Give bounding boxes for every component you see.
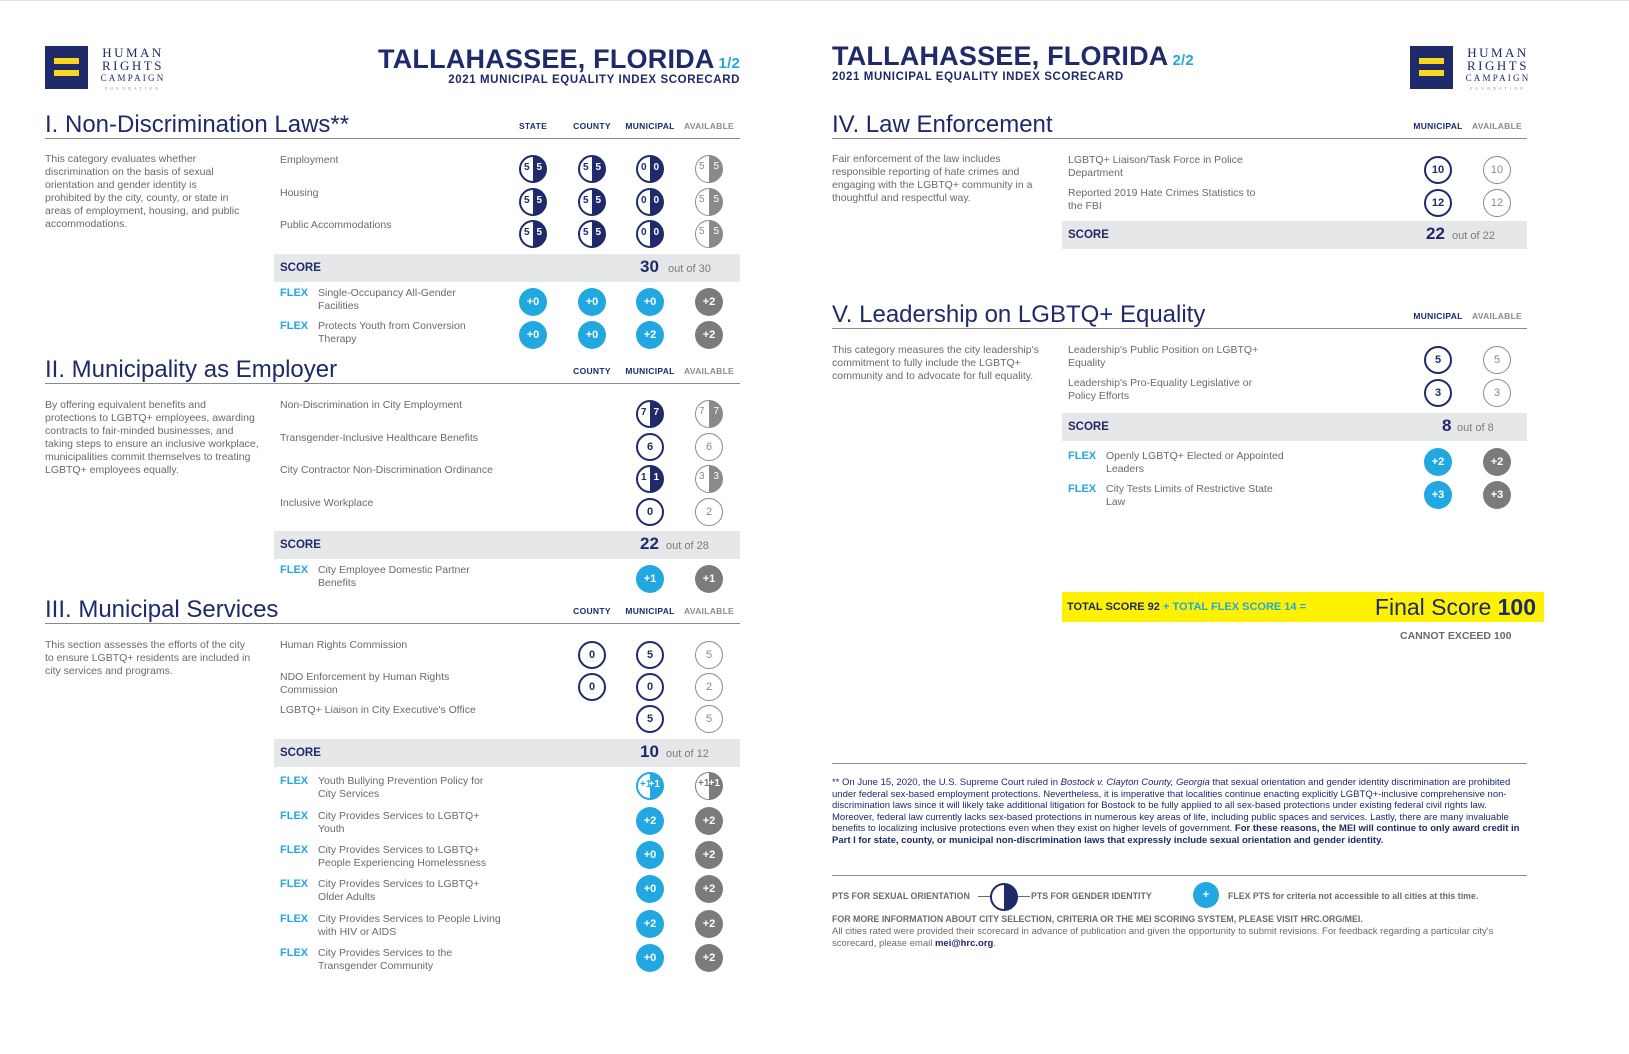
flex-score-available: +2: [695, 875, 723, 903]
flex-tag: FLEX: [280, 775, 309, 787]
section-title: I. Non-Discrimination Laws**: [45, 111, 350, 138]
score-available: 10: [1483, 156, 1511, 184]
flex-score-municipal: +1: [636, 565, 664, 593]
score-municipal: 0: [636, 498, 664, 526]
flex-legend-icon: +: [1193, 882, 1219, 908]
split-score-state: 5 5: [519, 220, 547, 248]
section-description: This category measures the city leadership's commitment to fully include the LGBTQ+ community and to advocate for full equality.: [832, 344, 1039, 382]
flex-tag: FLEX: [1068, 483, 1097, 495]
criterion-label: Inclusive Workplace: [280, 497, 374, 509]
col-municipal: MUNICIPAL: [625, 606, 675, 616]
flex-tag: FLEX: [280, 913, 309, 925]
criterion-label: LGBTQ+ Liaison in City Executive's Office: [280, 704, 476, 716]
logo-word-3: CAMPAIGN: [1465, 73, 1531, 83]
score-available: 5: [695, 705, 723, 733]
logo-word-2: RIGHTS: [1467, 58, 1529, 73]
score-available: 2: [695, 498, 723, 526]
section-rule: [45, 623, 740, 624]
logo-word-3: CAMPAIGN: [100, 73, 166, 83]
score-county: 0: [578, 641, 606, 669]
criterion-label: Human Rights Commission: [280, 639, 408, 651]
score-county: 0: [578, 673, 606, 701]
final-score: Final Score 100: [1374, 594, 1536, 620]
score-municipal: 5: [1424, 346, 1452, 374]
score-municipal: 10: [1424, 156, 1452, 184]
scorecard-page-1: [0, 0, 810, 1054]
flex-criterion-label: Single-Occupancy All-Gender Facilities: [318, 287, 456, 312]
criterion-label: Leadership's Public Position on LGBTQ+ Equality: [1068, 344, 1259, 369]
section-title: V. Leadership on LGBTQ+ Equality: [832, 301, 1206, 328]
score-available: 12: [1483, 189, 1511, 217]
col-available: AVAILABLE: [683, 366, 735, 376]
section-rule: [45, 138, 740, 139]
feedback-note: All cities rated were provided their scorecard in advance of publication and given the opportunity to submit revisions. For feedback regarding a particular city's scorecard, please email mei@hrc.org.: [832, 926, 1494, 949]
col-county: COUNTY: [573, 606, 611, 616]
flex-score-state: +0: [519, 288, 547, 316]
section-score-max: out of 28: [666, 540, 709, 552]
score-cap-note: CANNOT EXCEED 100: [1400, 630, 1512, 642]
page-title: TALLAHASSEE, FLORIDA 2/2: [832, 41, 1194, 71]
flex-score-available: +2: [695, 321, 723, 349]
flex-score-available: +2: [695, 807, 723, 835]
flex-tag: FLEX: [280, 810, 309, 822]
total-score-formula: TOTAL SCORE 92 + TOTAL FLEX SCORE 14 =: [1067, 601, 1307, 613]
flex-score-municipal: +0: [636, 841, 664, 869]
criterion-label: City Contractor Non-Discrimination Ordinance: [280, 464, 493, 476]
section-title: III. Municipal Services: [45, 596, 279, 623]
score-available: 6: [695, 433, 723, 461]
split-score-available: 5 5: [695, 155, 723, 183]
flex-criterion-label: Protects Youth from Conversion Therapy: [318, 320, 466, 345]
score-available: 5: [695, 641, 723, 669]
split-score-municipal: 0 0: [636, 155, 664, 183]
criterion-label: Employment: [280, 154, 339, 166]
legend-rule: [832, 875, 1527, 876]
flex-criterion-label: City Provides Services to People Living with HIV or AIDS: [318, 913, 501, 938]
section-score: 30: [640, 257, 659, 276]
flex-tag: FLEX: [280, 947, 309, 959]
section-description: Fair enforcement of the law includes responsible reporting of hate crimes and engaging with the LGBTQ+ community in a thoughtful and respectful way.: [832, 153, 1033, 204]
flex-score-municipal: +0: [636, 288, 664, 316]
split-score-state: 5 5: [519, 188, 547, 216]
criterion-label: Housing: [280, 187, 319, 199]
section-score-bar: SCORE 22 out of 22: [1062, 221, 1527, 249]
split-score-municipal: 0 0: [636, 188, 664, 216]
split-score-available: 7 7: [695, 400, 723, 428]
section-score-bar: SCORE 10 out of 12: [274, 739, 740, 767]
score-municipal: 5: [636, 641, 664, 669]
flex-criterion-label: City Provides Services to LGBTQ+ Youth: [318, 810, 480, 835]
flex-score-county: +0: [578, 321, 606, 349]
flex-criterion-label: City Employee Domestic Partner Benefits: [318, 564, 470, 589]
col-county: COUNTY: [573, 121, 611, 131]
flex-tag: FLEX: [1068, 450, 1097, 462]
flex-score-municipal: +2: [636, 910, 664, 938]
flex-tag: FLEX: [280, 564, 309, 576]
section-score-bar: SCORE 22 out of 28: [274, 531, 740, 559]
flex-score-county: +0: [578, 288, 606, 316]
score-municipal: 0: [636, 673, 664, 701]
col-county: COUNTY: [573, 366, 611, 376]
flex-score-available: +1: [695, 565, 723, 593]
split-legend-icon: [990, 883, 1018, 911]
score-municipal: 3: [1424, 379, 1452, 407]
section-rule: [45, 383, 740, 384]
flex-criterion-label: City Tests Limits of Restrictive State Law: [1106, 483, 1273, 508]
score-available: 5: [1483, 346, 1511, 374]
criterion-label: NDO Enforcement by Human Rights Commission: [280, 671, 450, 696]
page-number: 1/2: [718, 55, 740, 72]
page-subtitle: 2021 MUNICIPAL EQUALITY INDEX SCORECARD: [832, 71, 1124, 83]
final-score-value: 100: [1497, 594, 1536, 620]
flex-tag: FLEX: [280, 320, 309, 332]
criterion-label: Non-Discrimination in City Employment: [280, 399, 463, 411]
col-municipal: MUNICIPAL: [625, 121, 675, 131]
flex-criterion-label: City Provides Services to LGBTQ+ Older Adults: [318, 878, 480, 903]
split-score-municipal: 7 7: [636, 400, 664, 428]
flex-score-available: +2: [1483, 448, 1511, 476]
section-score: 8: [1442, 416, 1452, 435]
flex-criterion-label: Youth Bullying Prevention Policy for City Services: [318, 775, 484, 800]
total-score-bar: [1062, 592, 1544, 622]
section-rule: [832, 328, 1527, 329]
score-municipal: 12: [1424, 189, 1452, 217]
flex-tag: FLEX: [280, 878, 309, 890]
logo-word-1: HUMAN: [1467, 45, 1529, 60]
section-score: 22: [640, 534, 659, 553]
flex-score-available: +3: [1483, 481, 1511, 509]
criterion-label: Transgender-Inclusive Healthcare Benefits: [280, 432, 479, 444]
hrc-logo: [1410, 46, 1540, 94]
criterion-label: LGBTQ+ Liaison/Task Force in Police Department: [1068, 154, 1243, 179]
case-name: Bostock v. Clayton County, Georgia: [1060, 777, 1210, 788]
section-score-max: out of 8: [1457, 422, 1494, 434]
col-available: AVAILABLE: [683, 606, 735, 616]
flex-score-municipal: +2: [1424, 448, 1452, 476]
flex-criterion-label: City Provides Services to LGBTQ+ People Experiencing Homelessness: [318, 844, 487, 869]
split-score-state: 5 5: [519, 155, 547, 183]
hrc-logo: [45, 46, 175, 94]
section-score-max: out of 30: [668, 263, 711, 275]
total-flex-score: TOTAL FLEX SCORE 14: [1172, 601, 1297, 613]
split-score-municipal: 1 1: [636, 465, 664, 493]
flex-score-municipal: +2: [636, 807, 664, 835]
page-title: TALLAHASSEE, FLORIDA 1/2: [378, 44, 740, 74]
flex-score-available: +2: [695, 841, 723, 869]
section-description: By offering equivalent benefits and protections to LGBTQ+ employees, awarding contracts to fair-minded businesses, and taking steps to ensure an inclusive workplace, municipalities commit themselves to treating LGBTQ+ employees equally.: [45, 399, 259, 476]
section-score-bar: SCORE 8 out of 8: [1062, 413, 1527, 441]
footnote-rule: [832, 763, 1527, 764]
flex-tag: FLEX: [280, 844, 309, 856]
logo-word-2: RIGHTS: [102, 58, 164, 73]
col-municipal: MUNICIPAL: [1413, 121, 1463, 131]
flex-score-available: +2: [695, 944, 723, 972]
flex-score-municipal: +0: [636, 944, 664, 972]
flex-score-municipal: +3: [1424, 481, 1452, 509]
logo-word-4: FOUNDATION: [1470, 86, 1526, 91]
col-available: AVAILABLE: [1471, 311, 1523, 321]
footnote: ** On June 15, 2020, the U.S. Supreme Court ruled in Bostock v. Clayton County, Georgia that sexual orientation and gender identity discrimination are prohibited under federal sex-based employment protections. Nevertheless, it is imperative that localities continue enacting explicitly LGBTQ+-inclusive comprehensive non-discrimination laws since it will likely take additional litigation for Bostock to be fully applied to all sex-based protections under existing federal civil rights law. Moreover, federal law currently lacks sex-based protections in numerous key areas of life, including public spaces and services. Lastly, there are many invaluable benefits to localizing inclusive protections even when they exist on higher levels of government. For these reasons, the MEI will continue to only award credit in Part I for state, county, or municipal non-discrimination laws that expressly include sexual orientation and gender identity.: [832, 777, 1520, 846]
legend-sexual-orientation: PTS FOR SEXUAL ORIENTATION: [832, 891, 970, 901]
col-municipal: MUNICIPAL: [625, 366, 675, 376]
section-rule: [832, 138, 1527, 139]
section-score-bar: SCORE 30 out of 30: [274, 254, 740, 282]
flex-score-municipal: +0: [636, 875, 664, 903]
score-municipal: 5: [636, 705, 664, 733]
score-municipal: 6: [636, 433, 664, 461]
split-score-available: 3 3: [695, 465, 723, 493]
hrc-equal-icon: [1410, 46, 1453, 89]
criterion-label: Public Accommodations: [280, 219, 392, 231]
logo-word-4: FOUNDATION: [105, 86, 161, 91]
col-state: STATE: [518, 121, 548, 131]
section-score-max: out of 22: [1452, 230, 1495, 242]
flex-score-available: +2: [695, 910, 723, 938]
split-score-available: 5 5: [695, 188, 723, 216]
split-flex-available: +1 +1: [695, 772, 723, 800]
flex-criterion-label: Openly LGBTQ+ Elected or Appointed Leaders: [1106, 450, 1284, 475]
col-municipal: MUNICIPAL: [1413, 311, 1463, 321]
col-available: AVAILABLE: [1471, 121, 1523, 131]
hrc-equal-icon: [45, 46, 88, 89]
score-available: 3: [1483, 379, 1511, 407]
split-score-available: 5 5: [695, 220, 723, 248]
flex-tag: FLEX: [280, 287, 309, 299]
legend-flex: FLEX PTS for criteria not accessible to all cities at this time.: [1228, 891, 1479, 901]
section-score: 10: [640, 742, 659, 761]
total-score: TOTAL SCORE 92: [1067, 601, 1160, 613]
section-title: II. Municipality as Employer: [45, 356, 338, 383]
criterion-label: Leadership's Pro-Equality Legislative or Policy Efforts: [1068, 377, 1253, 402]
flex-criterion-label: City Provides Services to the Transgender Community: [318, 947, 453, 972]
section-score: 22: [1426, 224, 1445, 243]
score-available: 2: [695, 673, 723, 701]
section-score-max: out of 12: [666, 748, 709, 760]
section-description: This section assesses the efforts of the city to ensure LGBTQ+ residents are included in city services and programs.: [45, 639, 251, 677]
page-number: 2/2: [1172, 52, 1194, 69]
split-score-county: 5 5: [578, 220, 606, 248]
more-info: FOR MORE INFORMATION ABOUT CITY SELECTION, CRITERIA OR THE MEI SCORING SYSTEM, PLEASE VISIT HRC.ORG/MEI.: [832, 914, 1363, 924]
flex-score-available: +2: [695, 288, 723, 316]
page-subtitle: 2021 MUNICIPAL EQUALITY INDEX SCORECARD: [448, 74, 740, 86]
col-available: AVAILABLE: [683, 121, 735, 131]
split-score-county: 5 5: [578, 188, 606, 216]
section-title: IV. Law Enforcement: [832, 111, 1053, 138]
criterion-label: Reported 2019 Hate Crimes Statistics to the FBI: [1068, 187, 1256, 212]
section-description: This category evaluates whether discrimination on the basis of sexual orientation and gender identity is prohibited by the city, county, or state in areas of employment, housing, and public accommodations.: [45, 153, 240, 230]
split-score-municipal: 0 0: [636, 220, 664, 248]
split-flex-municipal: +1 +1: [636, 772, 664, 800]
split-score-county: 5 5: [578, 155, 606, 183]
flex-score-municipal: +2: [636, 321, 664, 349]
flex-score-state: +0: [519, 321, 547, 349]
legend-gender-identity: PTS FOR GENDER IDENTITY: [1031, 891, 1152, 901]
logo-word-1: HUMAN: [102, 45, 164, 60]
feedback-email: mei@hrc.org: [934, 938, 994, 949]
